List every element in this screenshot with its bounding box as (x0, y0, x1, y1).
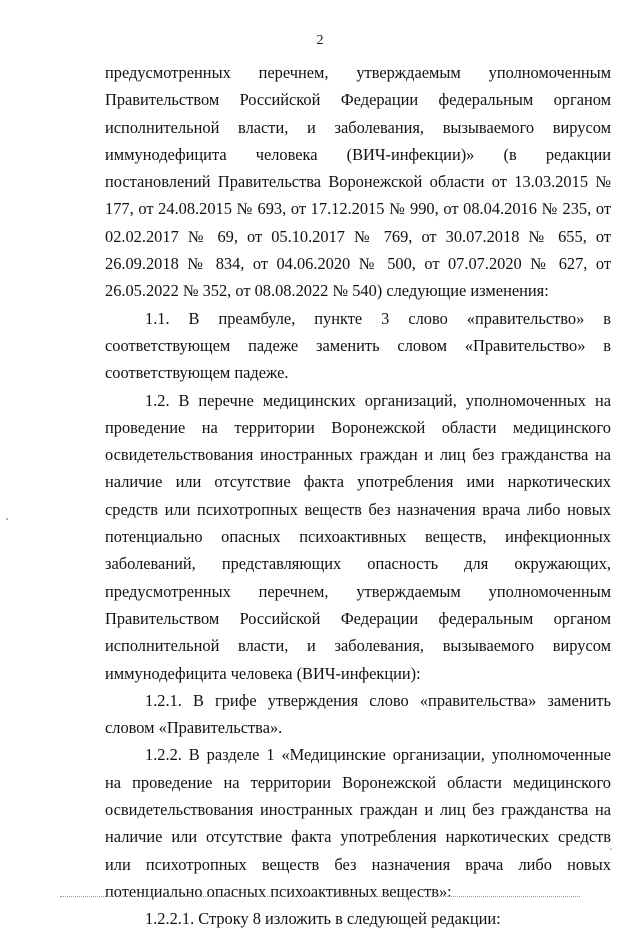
paragraph-item-1-2-1: 1.2.1. В грифе утверждения слово «правительства» заменить словом «Правительства». (105, 690, 611, 738)
scan-artifact-mark (6, 518, 8, 520)
document-body (105, 59, 611, 933)
paragraph-item-1-2-2: 1.2.2. В разделе 1 «Медицинские организации, уполномоченные на проведение на территории Воронежской области медицинского освидетельствования иностранных граждан и лиц без гражданства на наличие или отсутствие факта употребления наркотических средств или психотропных веществ без назначения врача либо новых потенциально опасных психоактивных веществ»: (105, 745, 611, 901)
bottom-edge-line (60, 896, 580, 897)
paragraph-continuation: предусмотренных перечнем, утверждаемым уполномоченным Правительством Российской Федерации федеральным органом исполнительной власти, и заболевания, вызываемого вирусом иммунодефицита человека (ВИЧ-инфекции)» (в редакции постановлений Правительства Воронежской области от 13.03.2015 № 177, от 24.08.2015 № 693, от 17.12.2015 № 990, от 08.04.2016 № 235, от 02.02.2017 № 69, от 05.10.2017 № 769, от 30.07.2018 № 655, от 26.09.2018 № 834, от 04.06.2020 № 500, от 07.07.2020 № 627, от 26.05.2022 № 352, от 08.08.2022 № 540) следующие изменения: (105, 63, 611, 301)
paragraph-item-1-2: 1.2. В перечне медицинских организаций, уполномоченных на проведение на территории Воронежской области медицинского освидетельствования иностранных граждан и лиц без гражданства на наличие или отсутствие факта употребления ими наркотических средств или психотропных веществ без назначения врача либо новых потенциально опасных психоактивных веществ, инфекционных заболеваний, представляющих опасность для окружающих, предусмотренных перечнем, утверждаемым уполномоченным Правительством Российской Федерации федеральным органом исполнительной власти, и заболевания, вызываемого вирусом иммунодефицита человека (ВИЧ-инфекции): (105, 390, 611, 683)
paragraph-item-1-1: 1.1. В преамбуле, пункте 3 слово «правительство» в соответствующем падеже заменить словом «Правительство» в соответствующем падеже. (105, 308, 611, 383)
paragraph-item-1-2-2-1: 1.2.2.1. Строку 8 изложить в следующей редакции: (145, 909, 501, 929)
page-number: 2 (316, 33, 324, 48)
scan-artifact-mark (610, 848, 612, 850)
